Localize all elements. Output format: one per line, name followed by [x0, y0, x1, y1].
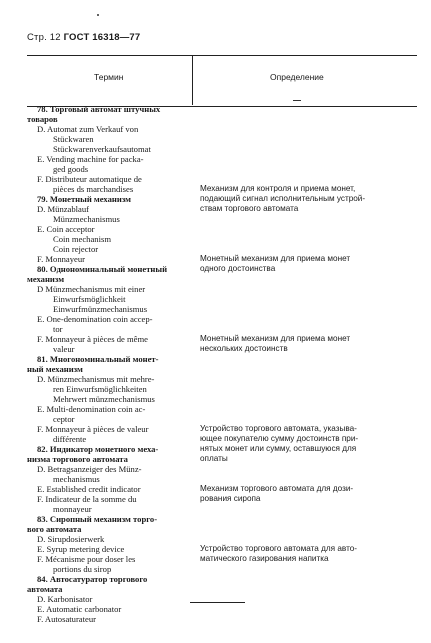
term-line: Einwurfsmöglichkeit	[53, 294, 126, 304]
definition-column-header: Определение	[270, 72, 324, 82]
term-line: D. Betragsanzeiger des Münz-	[37, 464, 142, 474]
term-line: Stückwarenverkaufsautomat	[53, 144, 151, 154]
term-line: автомата	[27, 584, 63, 594]
term-line: F. Distributeur automatique de	[37, 174, 142, 184]
term-line: différente	[53, 434, 87, 444]
term-line: D. Automat zum Verkauf von	[37, 124, 139, 134]
term-line: F. Autosaturateur	[37, 614, 96, 624]
definition-line: одного достоинства	[200, 264, 276, 273]
definition-line: Устройство торгового автомата для авто-	[200, 544, 358, 553]
term-line: 81. Многономинальный монет-	[37, 354, 159, 364]
term-line: tor	[53, 324, 63, 334]
definition-line: ющее покупателю сумму достоинств при-	[200, 434, 359, 443]
definition-line: Устройство торгового автомата, указыва-	[200, 424, 357, 433]
term-line: mechanismus	[53, 474, 100, 484]
definition-line: Механизм торгового автомата для дози-	[200, 484, 354, 493]
term-line: 78. Торговый автомат штучных	[37, 104, 161, 114]
term-line: D. Münzablauf	[37, 204, 90, 214]
term-line: Einwurfmünzmechanismus	[53, 304, 148, 314]
term-line: ren Einwurfsmöglichkeiten	[53, 384, 147, 394]
term-line: F. Indicateur de la somme du	[37, 494, 137, 504]
definition-line: подающий сигнал исполнительным устрой-	[200, 194, 366, 203]
term-line: 84. Автосатуратор торгового	[37, 574, 148, 584]
term-line: низма торгового автомата	[27, 454, 128, 464]
definition-line: оплаты	[200, 454, 228, 463]
term-line: valeur	[53, 344, 75, 354]
term-line: E. Syrup metering device	[37, 544, 125, 554]
standard-code: ГОСТ 16318—77	[63, 32, 141, 43]
term-line: E. One-denomination coin accep-	[37, 314, 153, 324]
term-line: E. Established credit indicator	[37, 484, 141, 494]
footer-rule	[190, 602, 245, 603]
term-line: Mehrwert münzmechanismus	[53, 394, 155, 404]
term-line: 82. Индикатор монетного меха-	[37, 444, 159, 454]
term-line: механизм	[27, 274, 65, 284]
term-line: 79. Монетный механизм	[37, 194, 131, 204]
terms-column-header: Термин	[94, 72, 124, 82]
term-line: E. Multi-denomination coin ac-	[37, 404, 146, 414]
term-line: D Münzmechanismus mit einer	[37, 284, 146, 294]
definition-line: Монетный механизм для приема монет	[200, 254, 351, 263]
term-line: E. Automatic carbonator	[37, 604, 122, 614]
term-line: F. Monnayeur	[37, 254, 86, 264]
term-line: 83. Сиропный механизм торго-	[37, 514, 158, 524]
term-line: вого автомата	[27, 524, 82, 534]
term-line: F. Monnayeur à pièces de valeur	[37, 424, 149, 434]
term-line: Stückwaren	[53, 134, 94, 144]
term-line: ged goods	[53, 164, 89, 174]
definition-line: ствам торгового автомата	[200, 204, 299, 213]
definition-line: нескольких достоинств	[200, 344, 288, 353]
term-line: D. Münzmechanismus mit mehre-	[37, 374, 155, 384]
term-line: Coin rejector	[53, 244, 99, 254]
term-line: Münzmechanismus	[53, 214, 120, 224]
term-line: D. Karbonisator	[37, 594, 93, 604]
term-line: pièces ds marchandises	[53, 184, 134, 194]
definition-line: Механизм для контроля и приема монет,	[200, 184, 356, 193]
term-line: E. Vending machine for packa-	[37, 154, 144, 164]
term-line: Coin mechanism	[53, 234, 111, 244]
definition-line: нятых монет или сумму, оставшуюся для	[200, 444, 357, 453]
page-number: Стр. 12	[27, 32, 61, 43]
definition-line: матического газирования напитка	[200, 554, 329, 563]
term-line: 80. Однономинальный монетный	[37, 264, 168, 274]
term-line: F. Mécanisme pour doser les	[37, 554, 136, 564]
definition-line: рования сиропа	[200, 494, 261, 503]
term-line: ный механизм	[27, 364, 83, 374]
term-line: E. Coin acceptor	[37, 224, 95, 234]
term-line: D. Sirupdosierwerk	[37, 534, 105, 544]
term-line: F. Monnayeur à pièces de même	[37, 334, 148, 344]
term-line: ceptor	[53, 414, 75, 424]
term-line: portions du sirop	[53, 564, 112, 574]
definition-line: Монетный механизм для приема монет	[200, 334, 351, 343]
term-line: товаров	[27, 114, 58, 124]
term-line: monnayeur	[53, 504, 92, 514]
